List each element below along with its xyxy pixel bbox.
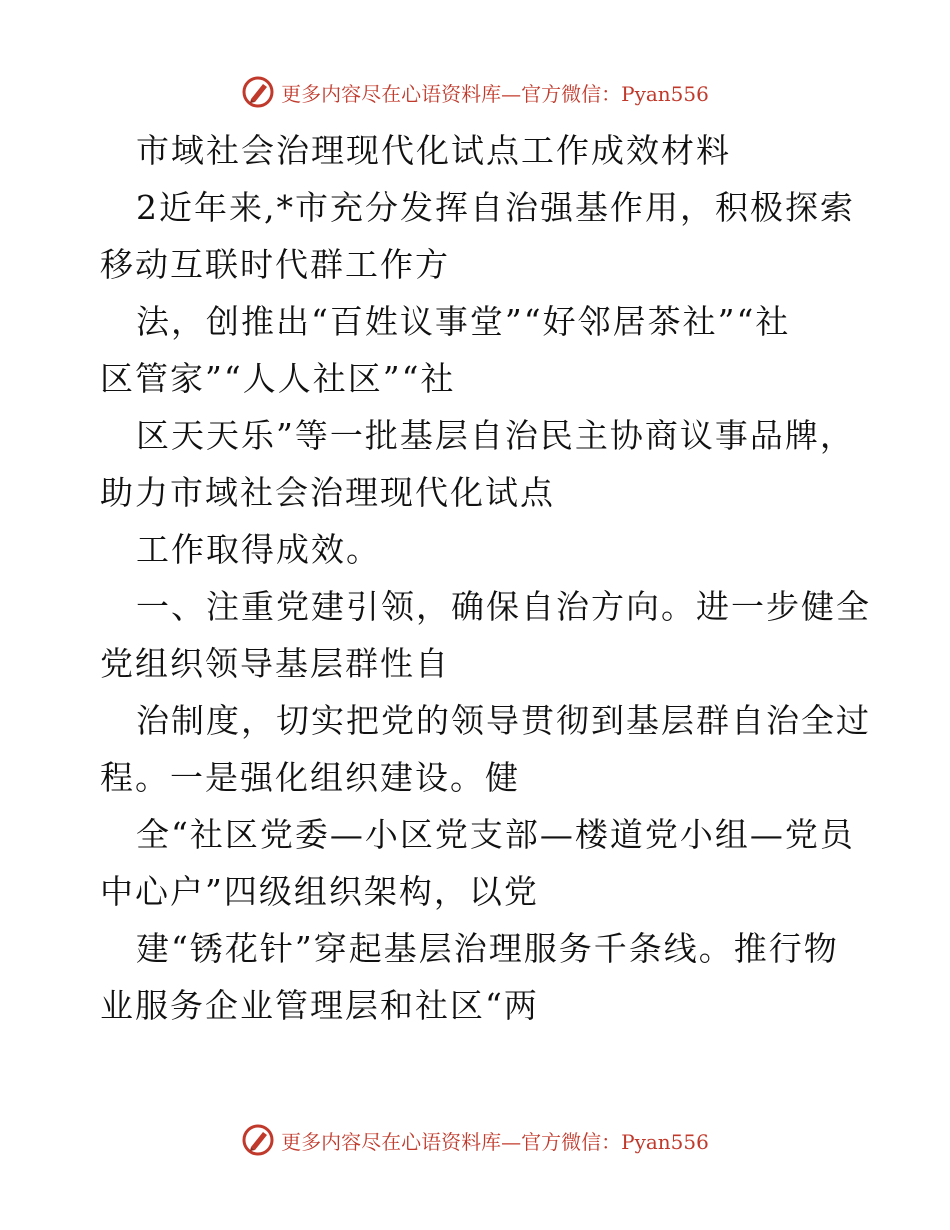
watermark-separator: — — [501, 1129, 522, 1154]
text-line: 中心户”四级组织架构，以党 — [100, 872, 539, 911]
text-line: 市域社会治理现代化试点工作成效材料 — [136, 131, 731, 170]
text-line: 助力市域社会治理现代化试点 — [100, 473, 555, 512]
footer-watermark — [0, 1120, 950, 1160]
text-line: 程。一是强化组织建设。健 — [100, 758, 520, 797]
watermark-brand: 更多内容尽在心语资料库 — [281, 1129, 502, 1154]
text-line: 区天天乐”等一批基层自治民主协商议事品牌， — [136, 416, 855, 455]
header-watermark — [0, 72, 950, 112]
text-line: 建“锈花针”穿起基层治理服务千条线。推行物 — [136, 929, 839, 968]
watermark-wechat: 官方微信：Pyan556 — [521, 81, 709, 106]
text-line: 法，创推出“百姓议事堂”“好邻居茶社”“社 — [136, 302, 791, 341]
watermark-text — [281, 78, 709, 107]
pen-circle-logo-icon — [241, 75, 275, 109]
watermark-text — [281, 1126, 709, 1155]
text-line: 区管家”“人人社区”“社 — [100, 359, 456, 398]
watermark-separator: — — [501, 81, 522, 106]
text-line: 业服务企业管理层和社区“两 — [100, 986, 539, 1025]
text-line: 全“社区党委—小区党支部—楼道党小组—党员 — [136, 815, 855, 854]
text-line: 工作取得成效。 — [136, 530, 381, 569]
text-line: 2近年来,*市充分发挥自治强基作用，积极探索 — [136, 188, 855, 227]
text-line: 一、注重党建引领，确保自治方向。进一步健全 — [136, 587, 871, 626]
watermark-wechat: 官方微信：Pyan556 — [521, 1129, 709, 1154]
text-line: 治制度，切实把党的领导贯彻到基层群自治全过 — [136, 701, 871, 740]
text-line: 党组织领导基层群性自 — [100, 644, 450, 683]
text-line: 移动互联时代群工作方 — [100, 245, 450, 284]
pen-circle-logo-icon — [241, 1123, 275, 1157]
document-body — [100, 122, 871, 1034]
watermark-brand: 更多内容尽在心语资料库 — [281, 81, 502, 106]
